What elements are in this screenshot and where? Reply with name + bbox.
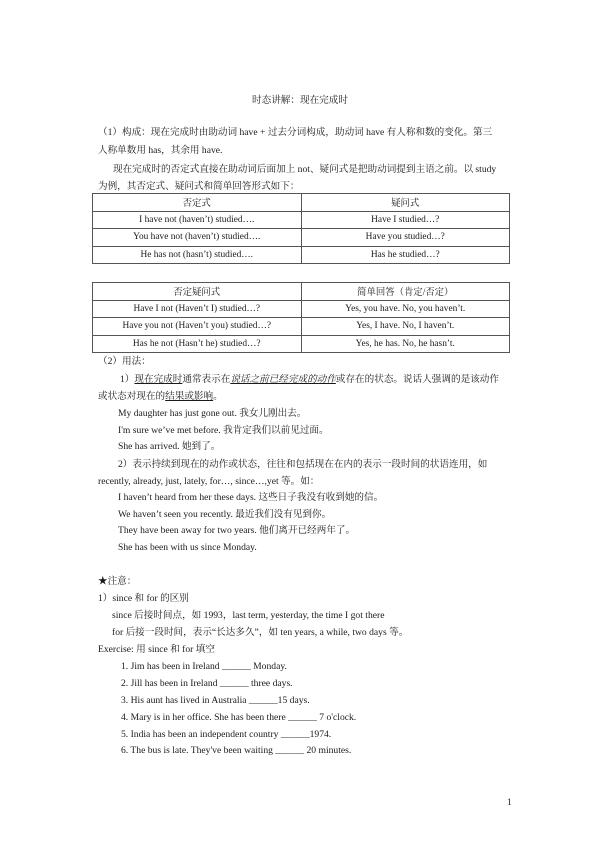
table-cell: Have I not (Haven’t I) studied…? bbox=[93, 300, 302, 318]
paragraph-line bbox=[98, 391, 223, 403]
note-heading: ★注意： bbox=[98, 576, 137, 587]
table-header: 简单回答（肯定/否定） bbox=[301, 283, 510, 301]
paragraph-line: 为例，其否定式、疑问式和简单回答形式如下： bbox=[98, 181, 300, 192]
table-header: 疑问式 bbox=[301, 194, 510, 212]
example-sentence: She has arrived. 她到了。 bbox=[118, 441, 221, 452]
paragraph-line bbox=[120, 374, 499, 386]
page-number: 1 bbox=[507, 797, 512, 808]
table-cell: Have I studied…? bbox=[301, 211, 510, 229]
text: 通常表示在 bbox=[182, 374, 231, 385]
underlined-text: 结果或影响 bbox=[165, 391, 214, 402]
table-row bbox=[93, 335, 510, 353]
section-heading: （2）用法： bbox=[98, 356, 151, 367]
exercise-item: 5. India has been an independent country ______1974. bbox=[121, 729, 332, 740]
table-cell: Yes, I have. No, I haven’t. bbox=[301, 318, 510, 336]
table-row bbox=[93, 318, 510, 336]
text: 。 bbox=[213, 391, 223, 402]
table-cell: Has he not (Hasn’t he) studied…? bbox=[93, 335, 302, 353]
example-sentence: She has been with us since Monday. bbox=[118, 542, 257, 553]
exercise-item: 2. Jill has been in Ireland ______ three days. bbox=[121, 678, 293, 689]
exercise-item: 1. Jim has been in Ireland ______ Monday. bbox=[121, 661, 287, 672]
example-sentence: My daughter has just gone out. 我女儿刚出去。 bbox=[118, 408, 307, 419]
underlined-text: 说话之前已经完成的动作 bbox=[230, 374, 336, 385]
note-subheading: 1）since 和 for 的区别 bbox=[98, 593, 189, 604]
exercise-heading: Exercise: 用 since 和 for 填空 bbox=[98, 644, 215, 655]
underlined-text: 现在完成时 bbox=[134, 374, 183, 385]
table-header: 否定式 bbox=[93, 194, 302, 212]
text: 或存在的状态。说话人强调的是该动作 bbox=[335, 374, 499, 385]
forms-table-2 bbox=[92, 282, 510, 353]
exercise-item: 4. Mary is in her office. She has been there ______ 7 o'clock. bbox=[121, 712, 357, 723]
table-cell: Have you not (Haven’t you) studied…? bbox=[93, 318, 302, 336]
note-line: for 后接一段时间，表示“长达多久”，如 ten years, a while, two days 等。 bbox=[112, 627, 409, 638]
example-sentence: I haven’t heard from her these days. 这些日子我没有收到她的信。 bbox=[118, 492, 384, 503]
table-row bbox=[93, 246, 510, 264]
example-sentence: They have been away for two years. 他们离开已经两年了。 bbox=[118, 525, 356, 536]
table-cell: Has he studied…? bbox=[301, 246, 510, 264]
table-cell: I have not (haven’t) studied…. bbox=[93, 211, 302, 229]
paragraph-line: 2）表示持续到现在的动作或状态，往往和包括现在在内的表示一段时间的状语连用，如 bbox=[118, 459, 488, 470]
example-sentence: We haven’t seen you recently. 最近我们没有见到你。 bbox=[118, 509, 332, 520]
table-header: 否定疑问式 bbox=[93, 283, 302, 301]
table-row bbox=[93, 229, 510, 247]
table-row bbox=[93, 211, 510, 229]
text: 或状态对现在的 bbox=[98, 391, 166, 402]
paragraph-line: （1）构成：现在完成时由助动词 have + 过去分词构成，助动词 have 有人称和数的变化。第三 bbox=[98, 127, 493, 138]
note-line: since 后接时间点，如 1993，last term, yesterday, the time I got there bbox=[112, 610, 385, 621]
table-cell: You have not (haven’t) studied…. bbox=[93, 229, 302, 247]
table-row bbox=[93, 300, 510, 318]
exercise-item: 3. His aunt has lived in Australia ______15 days. bbox=[121, 695, 310, 706]
page-title: 时态讲解：现在完成时 bbox=[252, 95, 348, 106]
table-cell: Have you studied…? bbox=[301, 229, 510, 247]
example-sentence: I'm sure we’ve met before. 我肯定我们以前见过面。 bbox=[118, 425, 329, 436]
paragraph-line: 现在完成时的否定式直接在助动词后面加上 not、疑问式是把助动词提到主语之前。以 study bbox=[113, 164, 497, 175]
exercise-item: 6. The bus is late. They've been waiting ______ 20 minutes. bbox=[121, 745, 352, 756]
table-cell: He has not (hasn’t) studied…. bbox=[93, 246, 302, 264]
table-cell: Yes, you have. No, you haven’t. bbox=[301, 300, 510, 318]
table-cell: Yes, he has. No, he hasn’t. bbox=[301, 335, 510, 353]
paragraph-line: recently, already, just, lately, for…, since…,yet 等。如： bbox=[98, 476, 320, 487]
paragraph-line: 人称单数用 has，其余用 have. bbox=[98, 145, 223, 156]
forms-table-1 bbox=[92, 193, 510, 264]
text: 1） bbox=[120, 374, 135, 385]
